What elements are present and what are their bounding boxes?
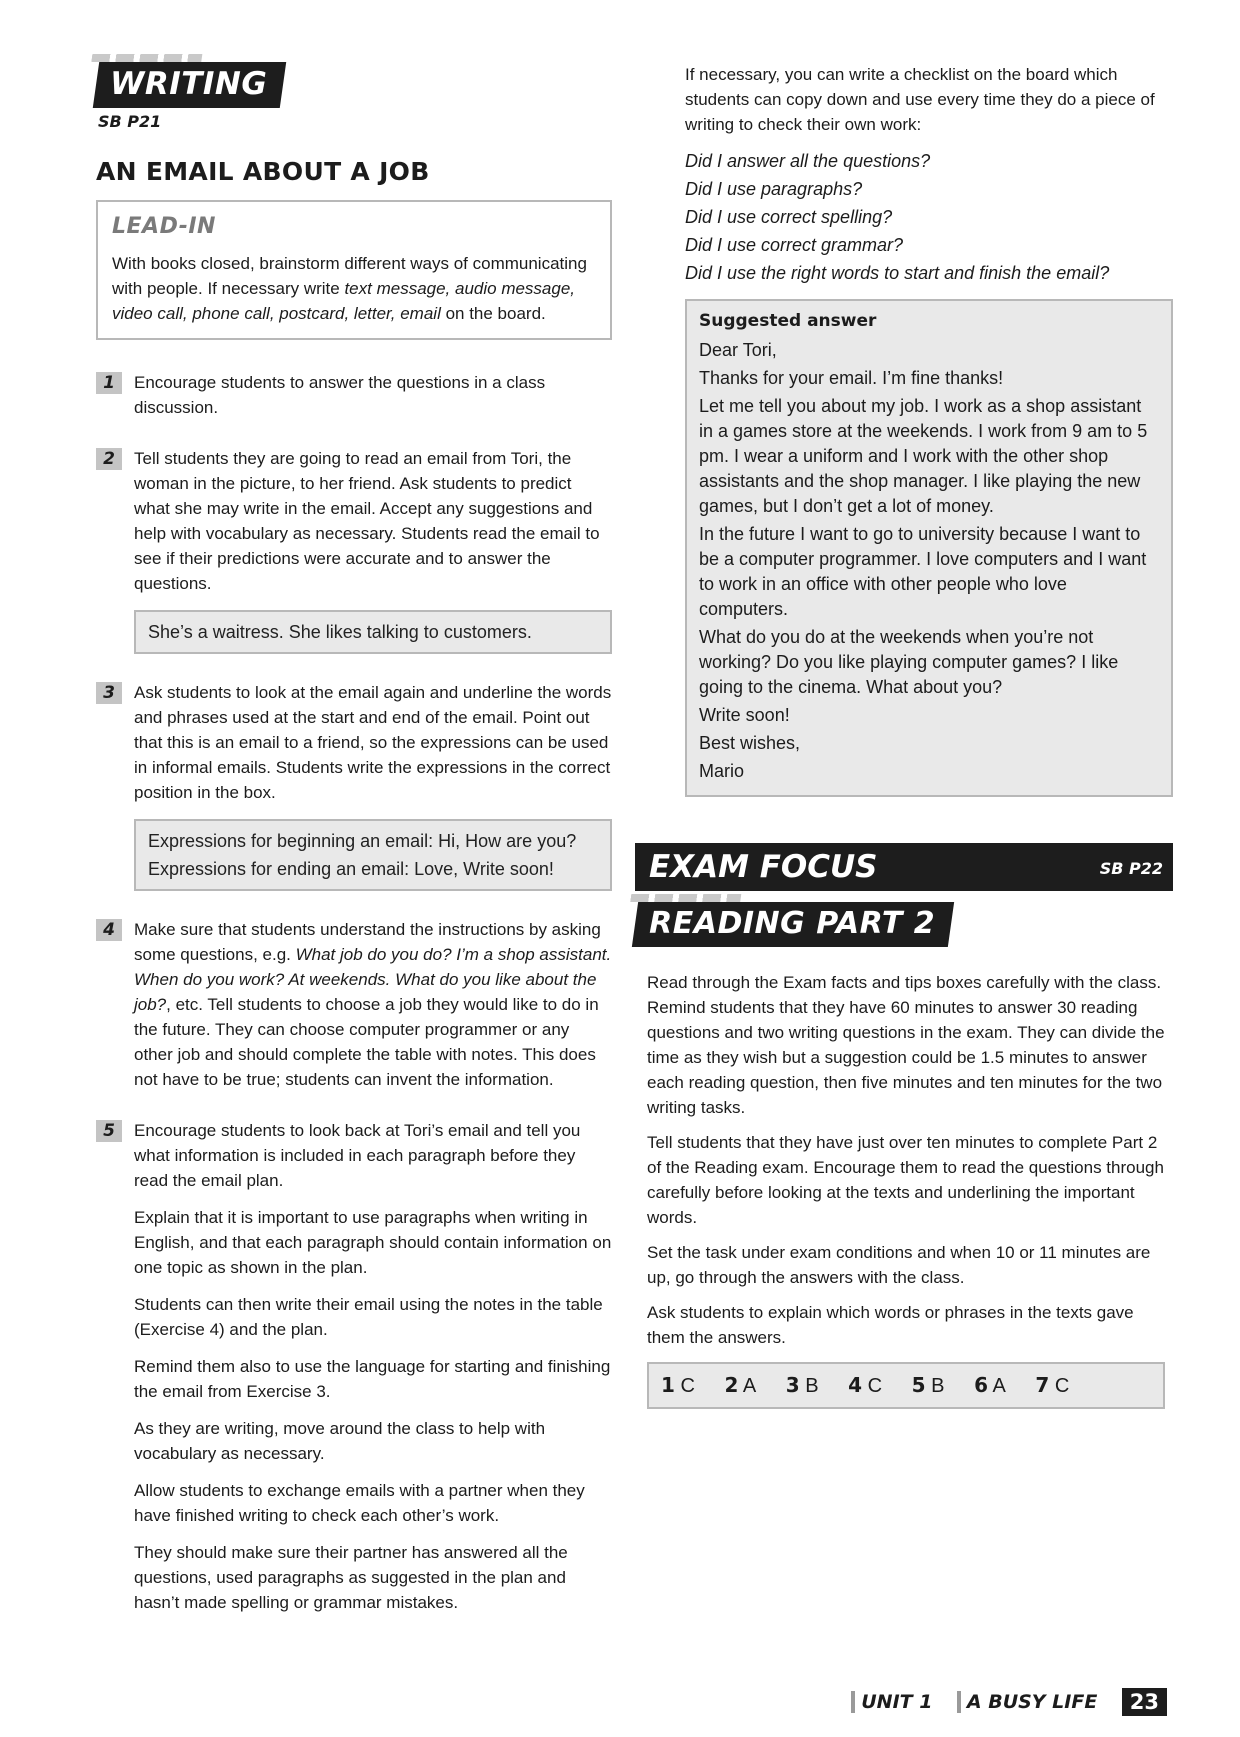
exercise-number: 1	[96, 372, 122, 394]
page-number: 23	[1122, 1688, 1167, 1716]
exercise-number: 2	[96, 448, 122, 470]
exam-paragraph: Tell students that they have just over ten minutes to complete Part 2 of the Reading exam. Encourage them to read the questions through carefully before looking at the texts and underlining the important words.	[647, 1133, 1164, 1227]
exercise-text: Encourage students to answer the questions in a class discussion.	[134, 373, 546, 417]
right-column	[685, 62, 1173, 797]
exercise-number: 3	[96, 682, 122, 704]
tab-decoration	[91, 54, 202, 62]
exam-paragraph: Set the task under exam conditions and when 10 or 11 minutes are up, go through the answers with the class.	[647, 1243, 1151, 1287]
exercise-number: 4	[96, 919, 122, 941]
checklist-item: Did I use correct spelling?	[685, 207, 893, 227]
suggested-answer-box	[685, 299, 1173, 797]
checklist-item: Did I use paragraphs?	[685, 179, 863, 199]
answer-item: 4 C	[848, 1373, 883, 1397]
writing-sb-ref: SB P21	[98, 112, 162, 131]
checklist-item: Did I use the right words to start and finish the email?	[685, 263, 1110, 283]
checklist	[685, 147, 1173, 287]
exercise-paragraph: Encourage students to look back at Tori’s email and tell you what information is included in each paragraph before they read the email plan.	[134, 1121, 581, 1190]
email-line: In the future I want to go to university because I want to be a computer programmer. I love computers and I want to work in an office with other people who love computers.	[699, 524, 1147, 619]
answer-item: 5 B	[911, 1373, 945, 1397]
answer-line: Expressions for beginning an email: Hi, How are you?	[148, 831, 577, 851]
exercise-paragraph: As they are writing, move around the class to help with vocabulary as necessary.	[134, 1419, 546, 1463]
answer-box: She’s a waitress. She likes talking to customers.	[134, 610, 612, 654]
exercise-text: Make sure that students understand the instructions by asking some questions, e.g. What job do you do? I’m a shop assistant. When do you work? At weekends. What do you like about the job?, etc. Tell students to choose a job they would like to do in the future. They can choose computer programmer or any other job and should complete the table with notes. This does not have to be true; students can invent the information.	[134, 920, 612, 1089]
answer-item: 2 A	[724, 1373, 757, 1397]
exercise-5	[96, 1118, 612, 1615]
checklist-item: Did I use correct grammar?	[685, 235, 904, 255]
exam-answers	[647, 1362, 1165, 1409]
answer-item: 7 C	[1035, 1373, 1070, 1397]
exam-sb-ref: SB P22	[1099, 859, 1163, 878]
exam-paragraph: Read through the Exam facts and tips boxes carefully with the class. Remind students that they have 60 minutes to answer 30 reading questions and two writing questions in the exam. They can divide the time as they wish but a suggestion could be 1.5 minutes to answer each reading question, then five minutes and ten minutes for the two writing tasks.	[647, 973, 1165, 1117]
exercise-4	[96, 917, 612, 1092]
exercise-1	[96, 370, 612, 420]
email-line: Mario	[699, 761, 745, 781]
footer-unit: UNIT 1	[851, 1691, 932, 1713]
answer-line: Expressions for ending an email: Love, Write soon!	[148, 859, 554, 879]
answer-item: 6 A	[974, 1373, 1006, 1397]
exercise-3	[96, 680, 612, 891]
exercise-paragraph: Students can then write their email using the notes in the table (Exercise 4) and the plan.	[134, 1295, 603, 1339]
email-line: Thanks for your email. I’m fine thanks!	[699, 368, 1004, 388]
exercise-number: 5	[96, 1120, 122, 1142]
exercise-paragraph: Allow students to exchange emails with a partner when they have finished writing to check each other’s work.	[134, 1481, 585, 1525]
exercise-paragraph: They should make sure their partner has answered all the questions, used paragraphs as suggested in the plan and hasn’t made spelling or grammar mistakes.	[134, 1543, 568, 1612]
reading-tab-label: READING PART 2	[649, 906, 936, 941]
exercise-2	[96, 446, 612, 654]
email-line: What do you do at the weekends when you’re not working? Do you like playing computer games? I like going to the cinema. What about you?	[699, 627, 1119, 697]
exam-text	[647, 970, 1165, 1409]
lead-in-text: With books closed, brainstorm different ways of communicating with people. If necessary write text message, audio message, video call, phone call, postcard, letter, email on the board.	[112, 254, 587, 323]
tab-decoration	[630, 894, 741, 902]
checklist-item: Did I answer all the questions?	[685, 151, 931, 171]
lead-in-title: LEAD-IN	[112, 214, 216, 239]
answer-box	[134, 819, 612, 891]
email-line: Best wishes,	[699, 733, 801, 753]
writing-section-tab	[93, 62, 287, 108]
page-title: AN EMAIL ABOUT A JOB	[96, 157, 430, 186]
exercise-paragraph: Explain that it is important to use paragraphs when writing in English, and that each paragraph should contain information on one topic as shown in the plan.	[134, 1208, 612, 1277]
reading-part-tab	[632, 902, 954, 947]
exam-paragraph: Ask students to explain which words or phrases in the texts gave them the answers.	[647, 1303, 1134, 1347]
email-line: Write soon!	[699, 705, 790, 725]
exam-focus-title: EXAM FOCUS	[649, 849, 878, 885]
lead-in-box	[96, 200, 612, 340]
writing-tab-label: WRITING	[110, 66, 268, 102]
suggested-answer-title: Suggested answer	[699, 311, 877, 331]
answer-item: 3 B	[785, 1373, 819, 1397]
reading-part-tab-wrap	[635, 902, 951, 947]
email-line: Let me tell you about my job. I work as a shop assistant in a games store at the weekends. I work from 9 am to 5 pm. I wear a uniform and I work with the other shop assistants and the shop manager. I like playing the new games, but I don’t get a lot of money.	[699, 396, 1148, 516]
exam-focus-bar	[635, 843, 1173, 891]
footer-unit-title: A BUSY LIFE	[957, 1691, 1097, 1713]
exercise-text: Ask students to look at the email again and underline the words and phrases used at the start and end of the email. Point out that this is an email to a friend, so the expressions can be used in informal emails. Students write the expressions in the correct position in the box.	[134, 683, 612, 802]
exercise-text: Tell students they are going to read an email from Tori, the woman in the picture, to her friend. Ask students to predict what she may write in the email. Accept any suggestions and help with vocabulary as necessary. Students read the email to see if their predictions were accurate and to answer the questions.	[134, 449, 600, 593]
page-footer	[831, 1688, 1167, 1722]
left-column	[96, 62, 612, 1627]
email-line: Dear Tori,	[699, 340, 777, 360]
answer-item: 1 C	[661, 1373, 695, 1397]
exercise-paragraph: Remind them also to use the language for starting and finishing the email from Exercise 3.	[134, 1357, 611, 1401]
checklist-intro: If necessary, you can write a checklist on the board which students can copy down and use every time they do a piece of writing to check their own work:	[685, 65, 1155, 134]
